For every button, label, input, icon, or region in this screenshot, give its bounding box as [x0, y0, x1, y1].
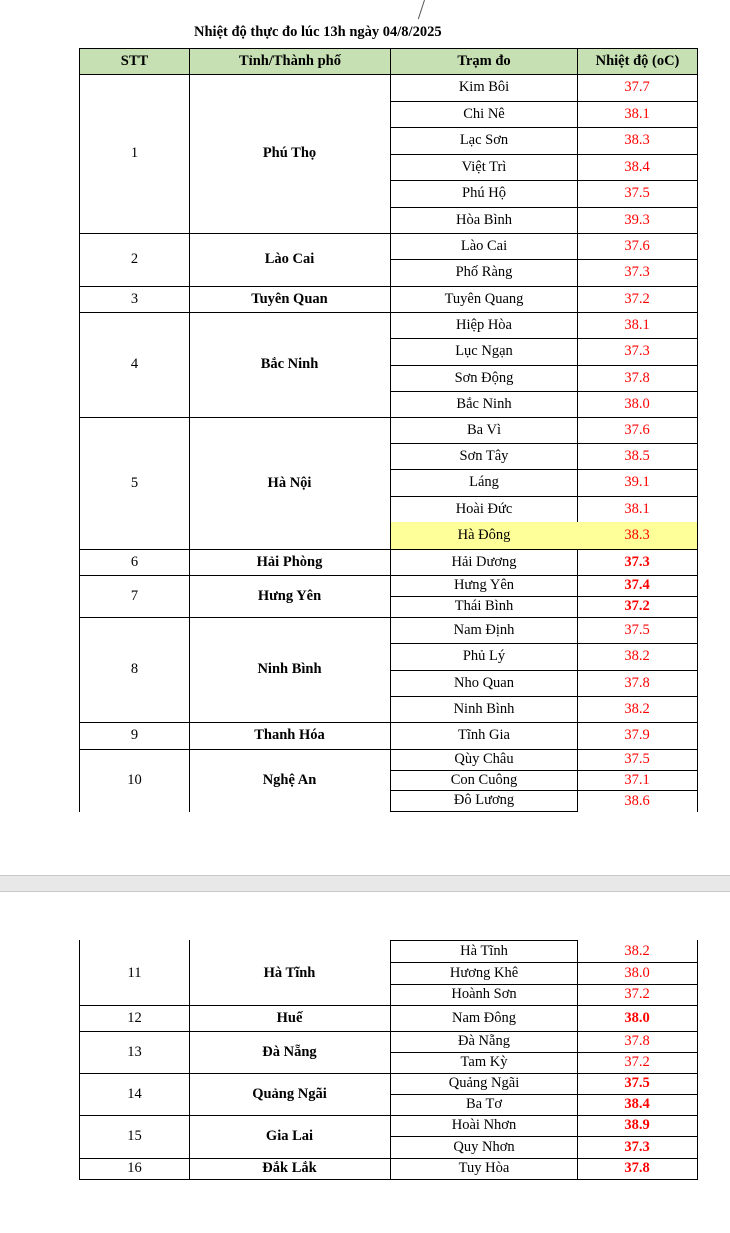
temperature-value: 38.6	[577, 790, 698, 812]
header-station: Trạm đo	[390, 48, 578, 75]
station-name: Tuyên Quang	[390, 286, 578, 313]
station-name: Hoài Đức	[390, 496, 578, 523]
stray-mark	[418, 0, 425, 19]
temperature-value: 38.4	[577, 1094, 698, 1116]
row-province: Đà Nẵng	[189, 1031, 391, 1074]
station-name: Sơn Tây	[390, 443, 578, 470]
temperature-value: 37.2	[577, 984, 698, 1006]
row-stt: 12	[79, 1005, 190, 1032]
row-stt: 4	[79, 312, 190, 418]
temperature-value: 37.8	[577, 1158, 698, 1180]
station-name: Phố Ràng	[390, 259, 578, 287]
temperature-value: 38.1	[577, 101, 698, 128]
row-stt: 14	[79, 1073, 190, 1116]
station-name: Ba Vì	[390, 417, 578, 444]
station-name: Ba Tơ	[390, 1094, 578, 1116]
document-page-2	[0, 892, 730, 1233]
row-province: Bắc Ninh	[189, 312, 391, 418]
station-name: Quy Nhơn	[390, 1136, 578, 1159]
row-province: Hải Phòng	[189, 549, 391, 576]
table-continuation-line	[79, 940, 80, 962]
temperature-value: 38.5	[577, 443, 698, 470]
temperature-value: 37.6	[577, 233, 698, 260]
station-name: Hương Khê	[390, 962, 578, 985]
row-stt: 11	[79, 941, 190, 1006]
station-name: Đô Lương	[390, 790, 578, 812]
row-stt: 8	[79, 617, 190, 723]
table-continuation-line	[697, 940, 698, 962]
temperature-value: 37.5	[577, 180, 698, 208]
temperature-value: 37.8	[577, 670, 698, 697]
row-stt: 6	[79, 549, 190, 576]
station-name: Lạc Sơn	[390, 127, 578, 155]
station-name: Tuy Hòa	[390, 1158, 578, 1180]
row-province: Huế	[189, 1005, 391, 1032]
station-name: Nam Định	[390, 617, 578, 644]
row-province: Gia Lai	[189, 1115, 391, 1159]
row-stt: 7	[79, 575, 190, 618]
temperature-value: 38.0	[577, 962, 698, 985]
row-province: Đắk Lắk	[189, 1158, 391, 1180]
station-name: Việt Trì	[390, 154, 578, 181]
row-province: Ninh Bình	[189, 617, 391, 723]
temperature-value: 37.9	[577, 722, 698, 750]
station-name: Tam Kỳ	[390, 1052, 578, 1074]
row-stt: 16	[79, 1158, 190, 1180]
station-name: Phủ Lý	[390, 643, 578, 671]
station-name: Nam Đông	[390, 1005, 578, 1032]
station-name: Nho Quan	[390, 670, 578, 697]
station-name: Đà Nẵng	[390, 1031, 578, 1053]
temperature-value: 37.2	[577, 1052, 698, 1074]
temperature-value: 37.2	[577, 596, 698, 618]
row-province: Thanh Hóa	[189, 722, 391, 750]
temperature-value: 38.3	[577, 127, 698, 155]
row-stt: 5	[79, 417, 190, 550]
station-name: Phú Hộ	[390, 180, 578, 208]
temperature-value: 38.4	[577, 154, 698, 181]
temperature-value: 37.3	[577, 1136, 698, 1159]
station-name: Hà Đông	[390, 522, 578, 550]
row-stt: 1	[79, 74, 190, 234]
station-name: Hưng Yên	[390, 575, 578, 597]
station-name: Hà Tĩnh	[390, 941, 578, 963]
station-name: Hải Dương	[390, 549, 578, 576]
station-name: Láng	[390, 469, 578, 497]
station-name: Ninh Bình	[390, 696, 578, 723]
temperature-value: 37.7	[577, 74, 698, 102]
temperature-value: 37.4	[577, 575, 698, 597]
row-province: Tuyên Quan	[189, 286, 391, 313]
temperature-value: 37.2	[577, 286, 698, 313]
station-name: Sơn Động	[390, 365, 578, 392]
station-name: Hòa Bình	[390, 207, 578, 234]
table-continuation-line	[577, 940, 578, 962]
temperature-value: 37.3	[577, 259, 698, 287]
temperature-value: 37.5	[577, 617, 698, 644]
table-continuation-line	[189, 940, 190, 962]
temperature-value: 37.3	[577, 549, 698, 576]
temperature-value: 37.8	[577, 365, 698, 392]
row-province: Lào Cai	[189, 233, 391, 287]
station-name: Quảng Ngãi	[390, 1073, 578, 1095]
row-province: Hà Nội	[189, 417, 391, 550]
temperature-value: 38.1	[577, 496, 698, 523]
row-stt: 3	[79, 286, 190, 313]
table-continuation-line	[390, 940, 391, 962]
row-stt: 9	[79, 722, 190, 750]
temperature-value: 38.3	[577, 522, 698, 550]
row-province: Hưng Yên	[189, 575, 391, 618]
temperature-value: 37.6	[577, 417, 698, 444]
station-name: Hoài Nhơn	[390, 1115, 578, 1137]
temperature-value: 38.0	[577, 391, 698, 418]
table-title: Nhiệt độ thực đo lúc 13h ngày 04/8/2025	[194, 24, 442, 40]
temperature-value: 37.5	[577, 749, 698, 771]
station-name: Chi Nê	[390, 101, 578, 128]
temperature-value: 38.2	[577, 696, 698, 723]
header-temperature: Nhiệt độ (oC)	[577, 48, 698, 75]
row-province: Nghệ An	[189, 749, 391, 812]
temperature-value: 37.8	[577, 1031, 698, 1053]
header-stt: STT	[79, 48, 190, 75]
temperature-value: 37.5	[577, 1073, 698, 1095]
row-province: Phú Thọ	[189, 74, 391, 234]
station-name: Lào Cai	[390, 233, 578, 260]
temperature-value: 38.0	[577, 1005, 698, 1032]
row-province: Hà Tĩnh	[189, 941, 391, 1006]
station-name: Bắc Ninh	[390, 391, 578, 418]
station-name: Hoành Sơn	[390, 984, 578, 1006]
station-name: Qùy Châu	[390, 749, 578, 771]
temperature-value: 38.1	[577, 312, 698, 339]
temperature-value: 39.3	[577, 207, 698, 234]
page-break-gap	[0, 875, 730, 892]
row-province: Quảng Ngãi	[189, 1073, 391, 1116]
station-name: Thái Bình	[390, 596, 578, 618]
temperature-value: 37.3	[577, 338, 698, 366]
station-name: Con Cuông	[390, 770, 578, 791]
temperature-value: 38.9	[577, 1115, 698, 1137]
row-stt: 15	[79, 1115, 190, 1159]
station-name: Kim Bôi	[390, 74, 578, 102]
table-continuation-line	[390, 940, 578, 941]
header-province: Tỉnh/Thành phố	[189, 48, 391, 75]
temperature-value: 39.1	[577, 469, 698, 497]
station-name: Lục Ngạn	[390, 338, 578, 366]
station-name: Hiệp Hòa	[390, 312, 578, 339]
row-stt: 10	[79, 749, 190, 812]
row-stt: 2	[79, 233, 190, 287]
temperature-value: 38.2	[577, 941, 698, 963]
temperature-value: 38.2	[577, 643, 698, 671]
temperature-value: 37.1	[577, 770, 698, 791]
station-name: Tĩnh Gia	[390, 722, 578, 750]
row-stt: 13	[79, 1031, 190, 1074]
